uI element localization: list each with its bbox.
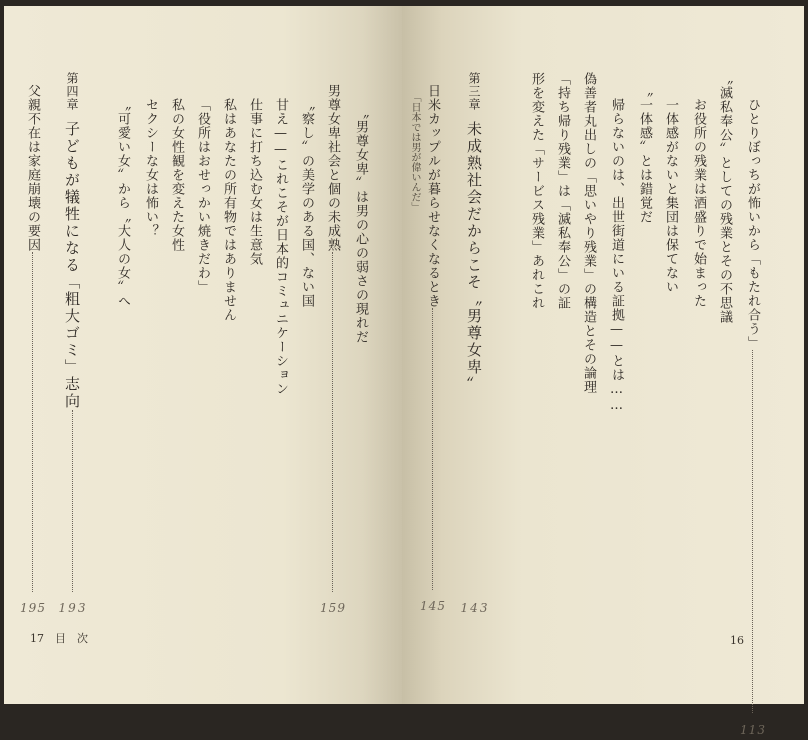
toc-entry: 男尊女卑社会と個の未成熟 159	[320, 84, 346, 615]
page-number: 16	[730, 634, 744, 647]
chapter-heading: 第四章 子どもが犠牲になる「粗大ゴミ」志向 193	[58, 72, 88, 615]
toc-entry: 「持ち帰り残業」は「滅私奉公」の証	[555, 72, 570, 310]
chapter-heading: 第三章 未成熟社会だからこそ〝男尊女卑〟 143	[460, 72, 490, 615]
toc-entry: 父親不在は家庭崩壊の要因 195	[20, 84, 46, 615]
toc-entry: 一体感がないと集団は保てない	[663, 98, 678, 294]
toc-subtitle: 「日本では男が偉いんだ」	[409, 92, 420, 212]
toc-entry: 〝男尊女卑〟は男の心の弱さの現れだ	[353, 106, 368, 344]
toc-entry: 形を変えた「サービス残業」あれこれ	[529, 72, 544, 310]
toc-entry: 〝滅私奉公〟としての残業とその不思議	[717, 72, 732, 324]
toc-entry: 〝察し〟の美学のある国、ない国	[299, 98, 314, 308]
toc-entry: セクシーな女は怖い？	[143, 98, 158, 238]
toc-entry: 日米カップルが暮らせなくなるとき 145	[420, 84, 446, 613]
left-page	[4, 6, 402, 704]
toc-entry: 甘え——これこそが日本的コミュニケーション	[273, 98, 288, 396]
toc-entry: 私はあなたの所有物ではありません	[221, 98, 236, 322]
toc-entry: 〝一体感〟とは錯覚だ	[637, 84, 652, 224]
toc-entry: 〝可愛い女〟から〝大人の女〟へ	[115, 98, 130, 308]
toc-entry: 私の女性観を変えた女性	[169, 98, 184, 252]
toc-entry: お役所の残業は酒盛りで始まった	[691, 98, 706, 308]
toc-entry: 偽善者丸出しの「思いやり残業」の構造とその論理	[581, 72, 596, 394]
right-page	[402, 6, 804, 737]
toc-entry: ひとりぼっちが怖いから「もたれ合う」 113	[740, 98, 766, 737]
toc-entry: 帰らないのは、出世街道にいる証拠——とは……	[609, 98, 624, 414]
page-footer: 17 目 次	[30, 632, 88, 645]
toc-entry: 「役所はおせっかい焼きだわ」	[195, 98, 210, 294]
toc-entry: 仕事に打ち込む女は生意気	[247, 98, 262, 266]
